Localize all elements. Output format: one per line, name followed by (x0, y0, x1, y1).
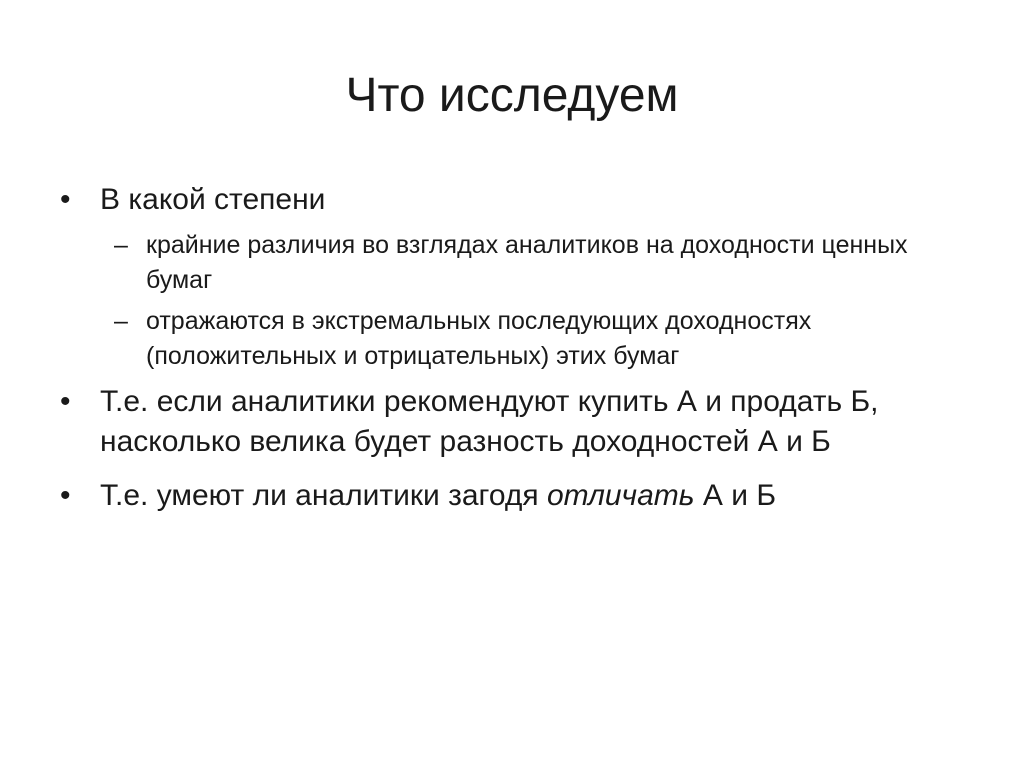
bullet-icon: • (60, 479, 71, 512)
sub-bullet-item-text: крайние различия во взглядах аналитиков на доходности ценных бумаг (146, 231, 908, 294)
bullet-icon: • (60, 183, 71, 216)
slide-body (56, 180, 976, 524)
bullet-item-2 (56, 382, 976, 462)
bullet-item-text: Т.е. если аналитики рекомендуют купить А и продать Б, насколько велика будет разность доходностей А и Б (100, 385, 879, 458)
sub-bullet-item-text: отражаются в экстремальных последующих доходностях (положительных и отрицательных) этих бумаг (146, 307, 812, 370)
bullet-item-text-after: А и Б (694, 479, 777, 512)
bullet-item-emphasis: отличать (546, 479, 695, 512)
sub-bullet-list (56, 228, 976, 374)
bullet-item-1 (56, 180, 976, 220)
dash-icon: – (114, 307, 128, 335)
bullet-item-text: В какой степени (100, 183, 326, 216)
bullet-icon: • (60, 385, 71, 418)
sub-bullet-item-1 (56, 228, 976, 298)
sub-bullet-item-2 (56, 304, 976, 374)
bullet-item-text-before: Т.е. умеют ли аналитики загодя (100, 479, 547, 512)
dash-icon: – (114, 231, 128, 259)
bullet-item-3 (56, 476, 976, 516)
slide-title: Что исследуем (345, 69, 679, 122)
